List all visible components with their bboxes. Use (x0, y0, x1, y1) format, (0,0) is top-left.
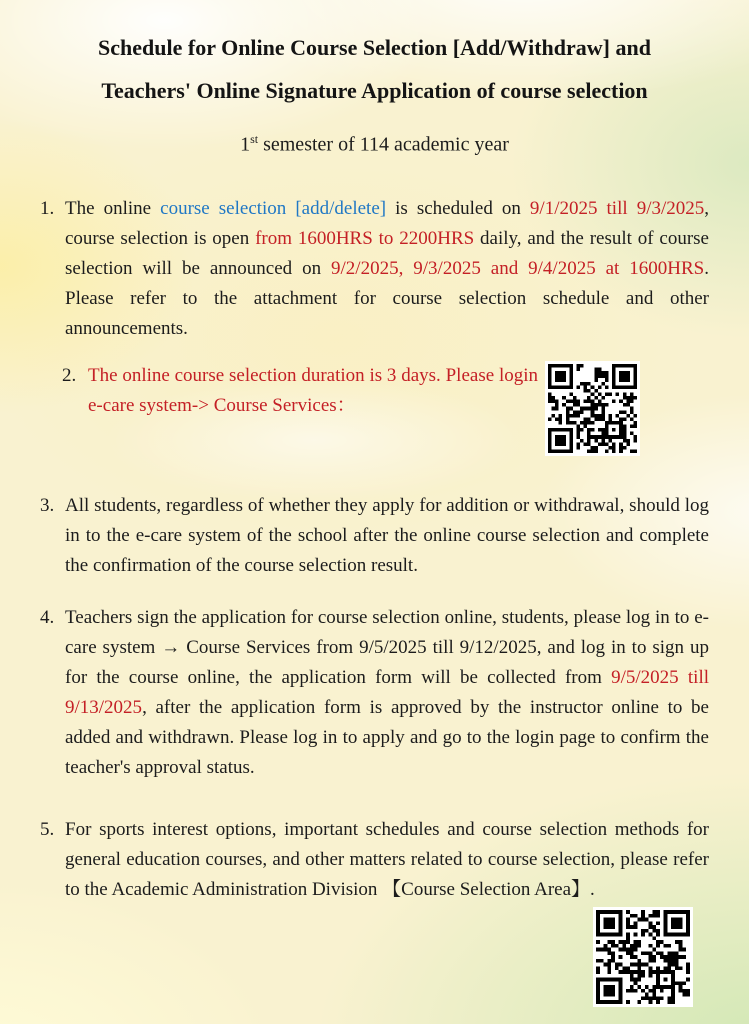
item-5-text (65, 815, 709, 905)
item-4-number: 4. (40, 606, 55, 628)
item-5-number: 5. (40, 818, 55, 840)
subtitle-rest: semester of 114 academic year (258, 133, 509, 156)
item-1-number: 1. (40, 197, 55, 219)
item-3-text (65, 491, 709, 581)
text-segment-black: is scheduled on (386, 197, 530, 219)
text-segment-red: from 1600HRS to 2200HRS (255, 227, 475, 249)
subtitle-number: 1 (240, 133, 251, 156)
item-2-text (88, 361, 538, 421)
item-4-text (65, 603, 709, 783)
text-segment-black: For sports interest options, important schedules and course selection methods for general education courses, and other matters related to course selection, please refer to the Academic Administration Division 【Course Selection Area】. (65, 818, 709, 900)
qr-code-course-services (545, 361, 640, 456)
text-segment-black: All students, regardless of whether they apply for addition or withdrawal, should log in to the e-care system of the school after the online course selection and complete the confirmation of the course selection result. (65, 494, 709, 576)
list-item-3 (0, 491, 749, 581)
list-item-4 (0, 603, 749, 783)
semester-subtitle (0, 124, 749, 160)
item-1-text (65, 194, 709, 344)
list-item-1 (0, 194, 749, 344)
text-segment-black: , after the application form is approved by the instructor online to be added and withdrawn. Please log in to apply and go to the login page to confirm the teacher's approval status. (65, 696, 709, 778)
subtitle-ordinal: st (250, 132, 259, 146)
list-item-5 (0, 815, 749, 905)
item-3-number: 3. (40, 494, 55, 516)
text-segment-black: daily, and the result of course selection will be announced on (65, 227, 709, 279)
text-segment-black: Teachers sign the application for course selection online, students, please log in to e-care system → Course Services from 9/5/2025 till 9/12/2025, and log in to sign up for the course online, the application form will be collected from (65, 606, 709, 688)
title-line-1: Schedule for Online Course Selection [Add/Withdraw] and (98, 35, 651, 60)
text-segment-red: 9/2/2025, 9/3/2025 and 9/4/2025 at 1600HRS (331, 257, 705, 279)
text-segment-black: , course selection is open (65, 197, 709, 249)
text-segment-black: The online (65, 197, 161, 219)
bottom-qr-row (0, 907, 749, 1007)
document-title (0, 0, 749, 112)
qr-code-course-selection-area (593, 907, 693, 1007)
item-2-number: 2. (62, 364, 77, 386)
text-segment-red: 9/1/2025 till 9/3/2025 (529, 197, 705, 219)
title-line-2: Teachers' Online Signature Application of course selection (101, 78, 648, 103)
list-item-2 (0, 361, 749, 456)
text-segment-black: . Please refer to the attachment for course selection schedule and other announcements. (65, 257, 709, 339)
text-segment-red: The online course selection duration is 3 days. Please login e-care system-> Course Services： (88, 364, 538, 416)
text-segment-blue: course selection [add/delete] (160, 197, 387, 219)
text-segment-red: 9/5/2025 till 9/13/2025 (65, 666, 709, 718)
